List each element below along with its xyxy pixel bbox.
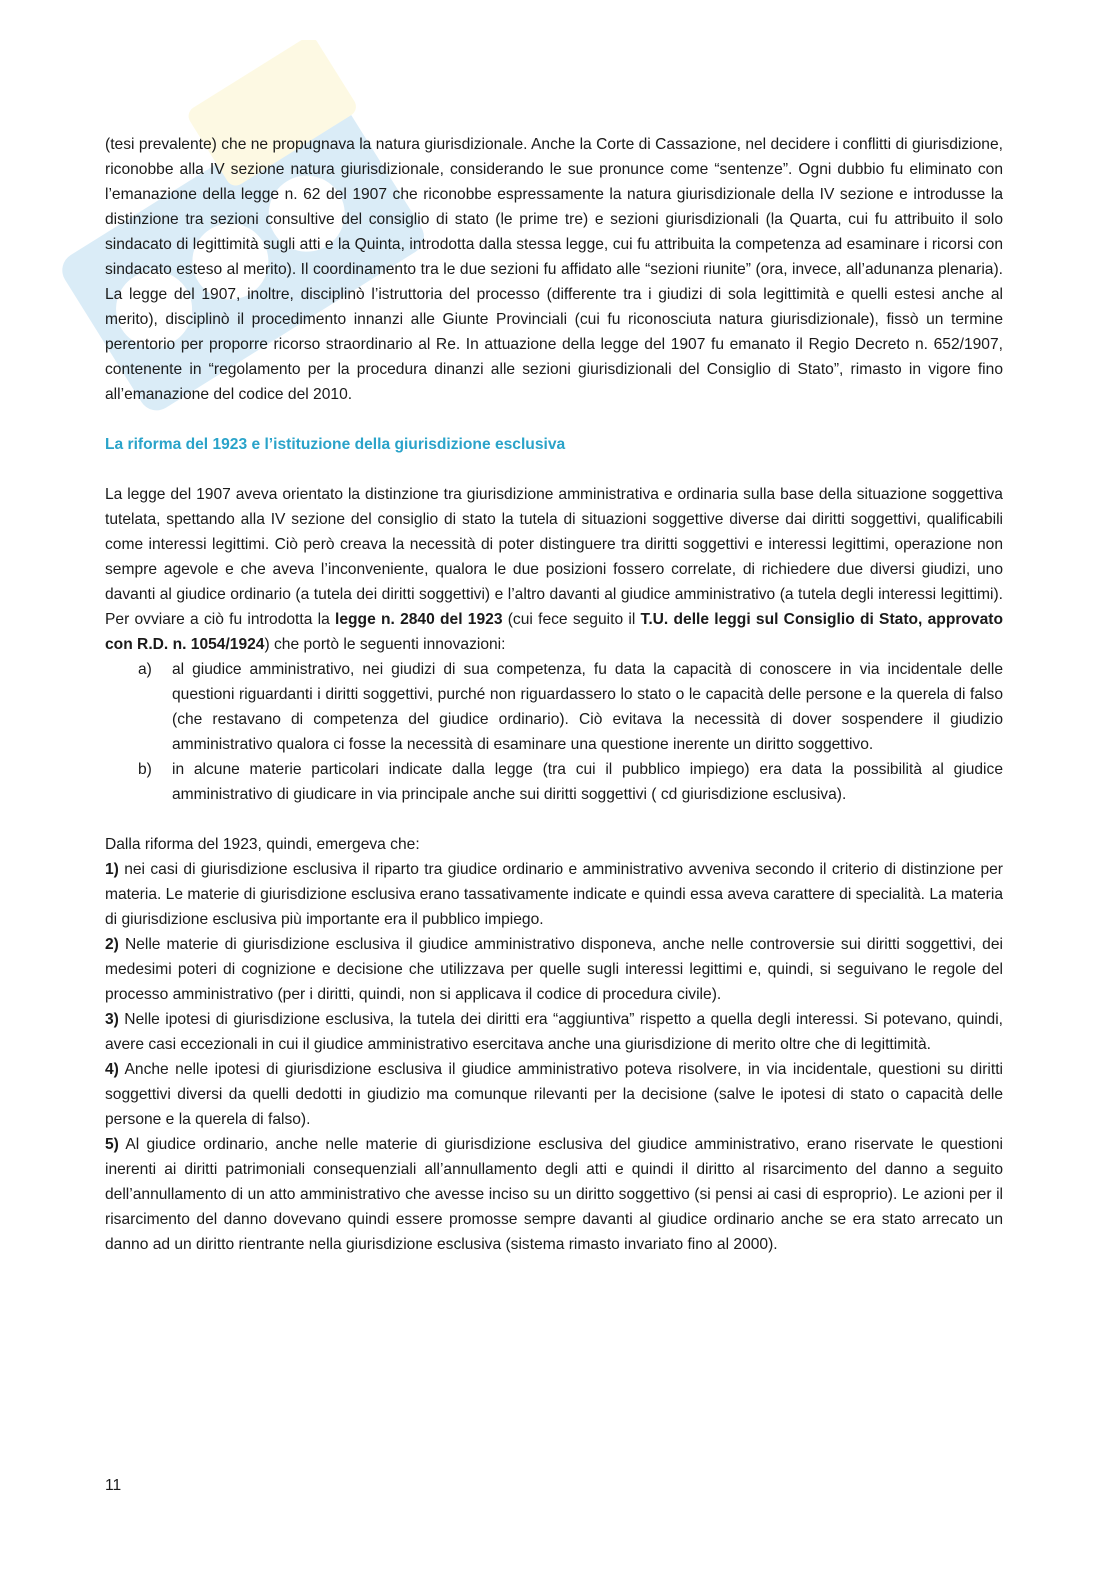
numbered-point: [105, 1007, 1003, 1057]
point-number: 4): [105, 1061, 119, 1078]
numbered-point: [105, 932, 1003, 1007]
point-text: Al giudice ordinario, anche nelle materie di giurisdizione esclusiva del giudice amministrativo, erano riservate le questioni inerenti ai diritti patrimoniali consequenziali all’annullamento degli atti e quindi il diritto al risarcimento del danno a seguito dell’annullamento di un atto amministrativo che avesse inciso su un diritto soggettivo (si pensi ai casi di esproprio). Le azioni per il risarcimento del danno dovevano quindi essere promosse sempre davanti al giudice ordinario anche se era stato arrecato un danno ad un diritto rientrante nella giurisdizione esclusiva (sistema rimasto invariato fino al 2000).: [105, 1136, 1003, 1253]
paragraph-1907-text-a: La legge del 1907 aveva orientato la distinzione tra giurisdizione amministrativa e ordinaria sulla base della situazione soggettiva tutelata, spettando alla IV sezione del consiglio di stato la tutela di situazioni soggettive diverse dai diritti soggettivi, qualificabili come interessi legittimi. Ciò però creava la necessità di poter distinguere tra diritti soggettivi e interessi legittimi, operazione non sempre agevole e che aveva l’inconveniente, qualora le due posizioni fossero correlate, di richiedere due diversi giudizi, uno davanti al giudice ordinario (a tutela dei diritti soggettivi) e l’altro davanti al giudice amministrativo (a tutela degli interessi legittimi). Per ovviare a ciò fu introdotta la: [105, 486, 1003, 628]
point-text: Nelle materie di giurisdizione esclusiva il giudice amministrativo disponeva, anche nelle controversie sui diritti soggettivi, dei medesimi poteri di cognizione e decisione che utilizzava per quelle sugli interessi legittimi e, quindi, si seguivano le regole del processo amministrativo (per i diritti, quindi, non si applicava il codice di procedura civile).: [105, 936, 1003, 1003]
list-item: [105, 657, 1003, 757]
riforma-intro: Dalla riforma del 1923, quindi, emergeva che:: [105, 836, 420, 853]
list-item: [105, 757, 1003, 807]
list-marker: b): [138, 761, 152, 778]
paragraph-1907-text-b: (cui fece seguito il: [502, 611, 641, 628]
section-heading: La riforma del 1923 e l’istituzione della giurisdizione esclusiva: [105, 436, 566, 453]
point-number: 3): [105, 1011, 119, 1028]
numbered-point: [105, 857, 1003, 932]
point-number: 5): [105, 1136, 119, 1153]
list-item-text: in alcune materie particolari indicate dalla legge (tra cui il pubblico impiego) era data la possibilità al giudice amministrativo di giudicare in via principale anche sui diritti soggettivi ( cd giurisdizione esclusiva).: [172, 761, 1003, 803]
numbered-point: [105, 1057, 1003, 1132]
point-text: Nelle ipotesi di giurisdizione esclusiva, la tutela dei diritti era “aggiuntiva” rispetto a quella degli interessi. Si potevano, quindi, avere casi eccezionali in cui il giudice amministrativo esercitava anche una giurisdizione di merito oltre che di legittimità.: [105, 1011, 1003, 1053]
law-2840-reference: legge n. 2840 del 1923: [335, 611, 503, 628]
point-number: 1): [105, 861, 119, 878]
list-item-text: al giudice amministrativo, nei giudizi di sua competenza, fu data la capacità di conoscere in via incidentale delle questioni riguardanti i diritti soggettivi, purché non riguardassero lo stato o le capacità delle persone e la querela di falso (che restavano di competenza del giudice ordinario). Ciò evitava la necessità di dover sospendere il giudizio amministrativo qualora ci fosse la necessità di esaminare una questione inerente un diritto soggettivo.: [172, 661, 1003, 753]
tu-reference: T.U. delle leggi sul Consiglio di Stato, approvato con R.D. n. 1054/1924: [105, 611, 1003, 653]
paragraph-intro: (tesi prevalente) che ne propugnava la natura giurisdizionale. Anche la Corte di Cassazione, nel decidere i conflitti di giurisdizione, riconobbe alla IV sezione natura giurisdizionale, considerando le sue pronunce come “sentenze”. Ogni dubbio fu eliminato con l’emanazione della legge n. 62 del 1907 che riconobbe espressamente la natura giurisdizionale della IV sezione e introdusse la distinzione tra sezioni consultive del consiglio di stato (le prime tre) e sezioni giurisdizionali (la Quarta, cui fu attribuito il solo sindacato di legittimità sugli atti e la Quinta, introdotta dalla stessa legge, cui fu attribuita la competenza ad esaminare i ricorsi con sindacato esteso al merito). Il coordinamento tra le due sezioni fu affidato alle “sezioni riunite” (ora, invece, all’adunanza plenaria). La legge del 1907, inoltre, disciplinò l’istruttoria del processo (differente tra i giudizi di sola legittimità e quelli estesi anche al merito), disciplinò il procedimento innanzi alle Giunte Provinciali (cui fu riconosciuta natura giurisdizionale), fissò un termine perentorio per proporre ricorso straordinario al Re. In attuazione della legge del 1907 fu emanato il Regio Decreto n. 652/1907, contenente in “regolamento per la procedura dinanzi alle sezioni giurisdizionali del Consiglio di Stato”, rimasto in vigore fino all’emanazione del codice del 2010.: [105, 136, 1003, 403]
document-page: [105, 132, 1003, 1257]
point-number: 2): [105, 936, 119, 953]
paragraph-1907-text-c: ) che portò le seguenti innovazioni:: [264, 636, 506, 653]
page-number: 11: [105, 1477, 122, 1494]
paragraph-1907: [105, 482, 1003, 657]
numbered-point: [105, 1132, 1003, 1257]
point-text: nei casi di giurisdizione esclusiva il riparto tra giudice ordinario e amministrativo avveniva secondo il criterio di distinzione per materia. Le materie di giurisdizione esclusiva erano tassativamente indicate e quindi essa aveva carattere di specialità. La materia di giurisdizione esclusiva più importante era il pubblico impiego.: [105, 861, 1003, 928]
list-marker: a): [138, 661, 152, 678]
innovations-list: [105, 657, 1003, 807]
point-text: Anche nelle ipotesi di giurisdizione esclusiva il giudice amministrativo poteva risolvere, in via incidentale, questioni su diritti soggettivi diversi da quelli dedotti in giudizio ma comunque rilevanti per la decisione (salve le ipotesi di stato o capacità delle persone e la querela di falso).: [105, 1061, 1003, 1128]
